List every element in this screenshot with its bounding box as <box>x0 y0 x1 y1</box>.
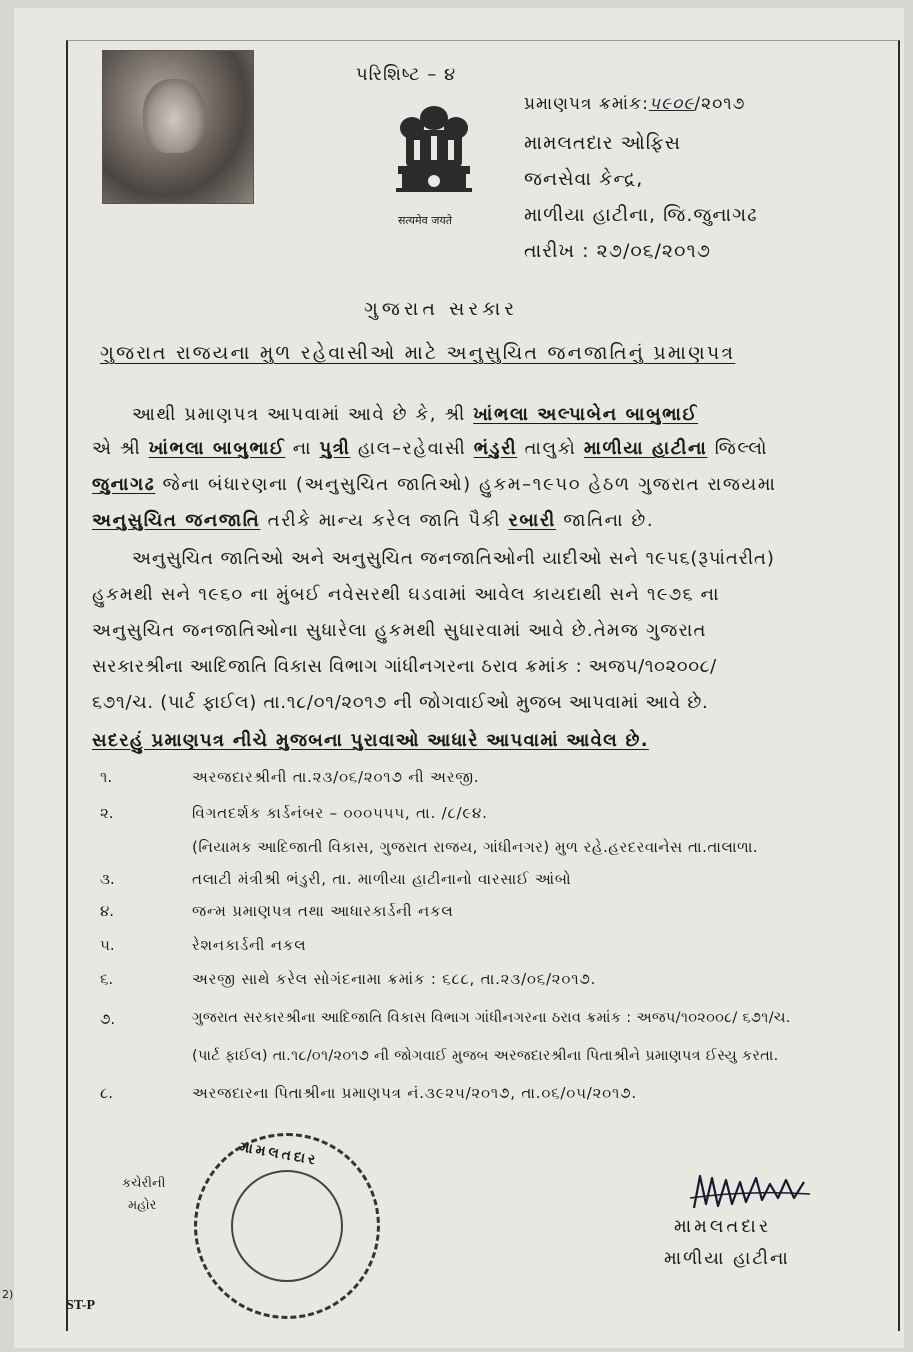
district: જુનાગઢ <box>92 474 156 495</box>
para1-text: તાલુકો <box>517 438 584 459</box>
para1-line4 <box>92 510 654 531</box>
proof-number: ૩. <box>100 870 115 888</box>
father-name: ખાંભલા બાબુભાઈ <box>148 438 286 459</box>
proof-item: રેશનકાર્ડની નકલ <box>192 936 307 954</box>
cert-number <box>524 94 745 114</box>
form-code: ST-P <box>66 1298 96 1313</box>
para1-text: જેના બંધારણના (અનુસુચિત જાતિઓ) હુકમ–૧૯૫૦ હેઠળ ગુજરાત રાજયમા <box>155 474 777 495</box>
document-page <box>2 8 904 1348</box>
para1-text: એ શ્રી <box>92 438 149 459</box>
seal-label: કચેરીની <box>122 1176 166 1191</box>
government-title: ગુજરાત સરકાર <box>364 298 519 320</box>
cert-date: તારીખ : ૨૭/૦૬/૨૦૧૭ <box>524 240 711 262</box>
taluka: માળીયા હાટીના <box>583 438 708 459</box>
seal-label: મહોર <box>128 1198 157 1213</box>
proof-item-continuation: (પાર્ટ ફાઈલ) તા.૧૮/૦૧/૨૦૧૭ ની જોગવાઈ મુજબ અરજદારશ્રીના પિતાશ્રીને પ્રમાણપત્ર ઈસ્યુ કરતા. <box>192 1048 779 1064</box>
certificate-title: ગુજરાત રાજયના મુળ રહેવાસીઓ માટે અનુસુચિત જનજાતિનું પ્રમાણપત્ર <box>100 342 736 364</box>
applicant-photo <box>102 50 254 204</box>
proof-number: ૨. <box>100 804 114 822</box>
emblem-motto: सत्यमेव जयते <box>398 214 453 227</box>
category: અનુસુચિત જનજાતિ <box>92 510 261 531</box>
relation: પુત્રી <box>319 438 351 459</box>
signatory-place: માળીયા હાટીના <box>664 1248 790 1269</box>
cert-number-value: ૫૯૦૯ <box>648 94 695 114</box>
para1-line1 <box>132 404 698 425</box>
seal-emblem <box>231 1170 343 1282</box>
para1-text: જાતિના છે. <box>555 510 655 531</box>
para2-line2: હુકમથી સને ૧૯૬૦ ના મુંબઈ નવેસરથી ઘડવામાં આવેલ કાયદાથી સને ૧૯૭૬ ના <box>92 584 720 605</box>
para1-line2 <box>92 438 768 459</box>
proof-item: અરજી સાથે કરેલ સોગંદનામા ક્રમાંક : ૬૮૮, તા.૨૩/૦૬/૨૦૧૭. <box>192 970 597 988</box>
proof-item: જન્મ પ્રમાણપત્ર તથા આધારકાર્ડની નકલ <box>192 902 454 920</box>
para1-text: હાલ–રહેવાસી <box>350 438 474 459</box>
proof-number: ૫. <box>100 936 115 954</box>
proof-heading: સદરહું પ્રમાણપત્ર નીચે મુજબના પુરાવાઓ આધારે આપવામાં આવેલ છે. <box>92 730 649 751</box>
para2-line5: ૬૭૧/ચ. (પાર્ટ ફાઈલ) તા.૧૮/૦૧/૨૦૧૭ ની જોગવાઈઓ મુજબ આપવામાં આવે છે. <box>92 692 709 713</box>
applicant-name: ખાંભલા અલ્પાબેન બાબુભાઈ <box>473 404 699 425</box>
village: ભંડુરી <box>473 438 518 459</box>
margin-mark: 2) <box>2 1288 14 1301</box>
caste: રબારી <box>508 510 556 531</box>
office-place: માળીયા હાટીના, જિ.જુનાગઢ <box>524 204 758 226</box>
para1-text: આથી પ્રમાણપત્ર આપવામાં આવે છે કે, શ્રી <box>132 404 474 425</box>
proof-number: ૧. <box>100 768 113 786</box>
para2-line3: અનુસુચિત જનજાતિઓના સુધારેલા હુકમથી સુધારવામાં આવે છે.તેમજ ગુજરાત <box>92 620 707 641</box>
proof-item: અરજદારના પિતાશ્રીના પ્રમાણપત્ર નં.૩૯૨૫/૨૦૧૭, તા.૦૬/૦૫/૨૦૧૭. <box>192 1084 637 1102</box>
proof-number: ૪. <box>100 902 115 920</box>
para2-line4: સરકારશ્રીના આદિજાતિ વિકાસ વિભાગ ગાંધીનગરના ઠરાવ ક્રમાંક : અજપ/૧૦૨૦૦૮/ <box>92 656 717 677</box>
para1-text: જિલ્લો <box>707 438 769 459</box>
seal-text: મામલતદાર <box>238 1139 320 1169</box>
proof-item-continuation: (નિયામક આદિજાતી વિકાસ, ગુજરાત રાજય, ગાંધીનગર) મુળ રહે.હરદરવાનેસ તા.તાલાળા. <box>192 838 759 856</box>
proof-number: ૬. <box>100 970 114 988</box>
proof-item: વિગતદર્શક કાર્ડનંબર – ૦૦૦૫૫૫, તા. /૮/૯૪. <box>192 804 488 822</box>
signatory-title: મામલતદાર <box>674 1216 772 1237</box>
service-center: જનસેવા કેન્દ્ર, <box>524 168 644 190</box>
signature-icon <box>686 1168 846 1218</box>
proof-number: ૭. <box>100 1010 116 1028</box>
para1-text: તરીકે માન્ય કરેલ જાતિ પૈકી <box>260 510 509 531</box>
para1-line3 <box>92 474 777 495</box>
proof-item: અરજદારશ્રીની તા.૨૩/૦૬/૨૦૧૭ ની અરજી. <box>192 768 480 786</box>
para2-line1: અનુસુચિત જાતિઓ અને અનુસુચિત જનજાતિઓની યાદીઓ સને ૧૯૫૬(રૂપાંતરીત) <box>132 548 775 569</box>
cert-number-label: પ્રમાણપત્ર ક્રમાંક: <box>524 94 649 114</box>
office-name: મામલતદાર ઓફિસ <box>524 132 682 154</box>
annex-label: પરિશિષ્ટ – ૪ <box>356 64 457 85</box>
para1-text: ના <box>285 438 320 459</box>
proof-item: તલાટી મંત્રીશ્રી ભંડુરી, તા. માળીયા હાટીનાનો વારસાઈ આંબો <box>192 870 572 888</box>
national-emblem-icon <box>388 100 480 228</box>
proof-number: ૮. <box>100 1084 114 1102</box>
office-seal <box>194 1133 380 1319</box>
page-border <box>66 40 900 1331</box>
proof-item: ગુજરાત સરકારશ્રીના આદિજાતિ વિકાસ વિભાગ ગાંધીનગરના ઠરાવ ક્રમાંક : અજપ/૧૦૨૦૦૮/ ૬૭૧/ચ. <box>192 1010 791 1026</box>
cert-year: /૨૦૧૭ <box>694 94 746 114</box>
